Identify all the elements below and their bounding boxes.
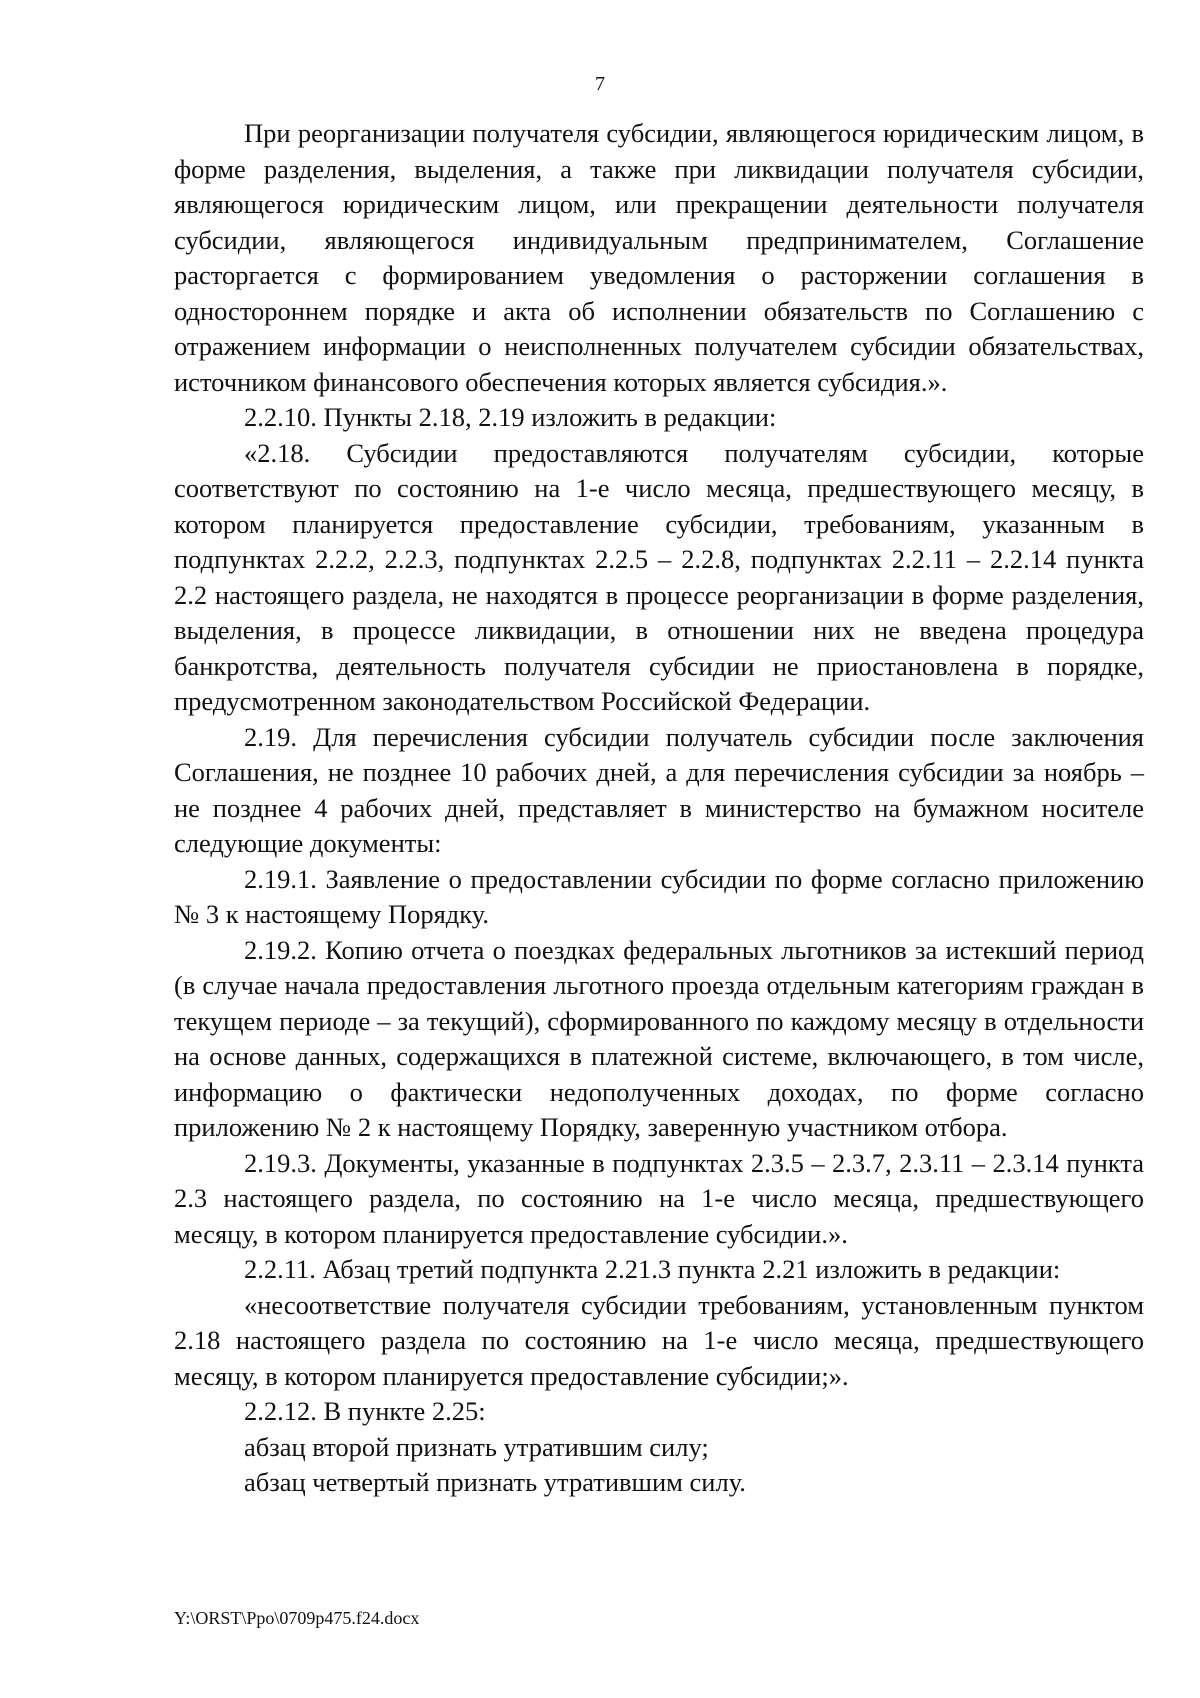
page-number: 7 — [595, 73, 605, 95]
paragraph-2-2-12: 2.2.12. В пункте 2.25: — [244, 1396, 486, 1426]
paragraph-2-19-1: 2.19.1. Заявление о предоставлении субсидии по форме согласно приложению № 3 к настоящему Порядку. — [174, 863, 1144, 929]
paragraph-2-18: «2.18. Субсидии предоставляются получателям субсидии, которые соответствуют по состоянию на 1-е число месяца, предшествующего месяцу, в котором планируется предоставление субсидии, требованиям, указанным в подпунктах 2.2.2, 2.2.3, подпунктах 2.2.5 – 2.2.8, подпунктах 2.2.11 – 2.2.14 пункта 2.2 настоящего раздела, не находятся в процессе реорганизации в форме разделения, выделения, в процессе ликвидации, в отношении них не введена процедура банкротства, деятельность получателя субсидии не приостановлена в порядке, предусмотренном законодательством Российской Федерации. — [174, 437, 1144, 716]
document-body — [174, 116, 1144, 1501]
paragraph-reorganization: При реорганизации получателя субсидии, являющегося юридическим лицом, в форме разделения, выделения, а также при ликвидации получателя субсидии, являющегося юридическим лицом, или прекращении деятельности получателя субсидии, являющегося индивидуальным предпринимателем, Соглашение расторгается с формированием уведомления о расторжении соглашения в одностороннем порядке и акта об исполнении обязательств по Соглашению с отражением информации о неисполненных получателем субсидии обязательствах, источником финансового обеспечения которых является субсидия.». — [174, 118, 1144, 397]
paragraph-second-abzac: абзац второй признать утратившим силу; — [244, 1431, 709, 1462]
paragraph-nonconformity: «несоответствие получателя субсидии требованиям, установленным пунктом 2.18 настоящего раздела по состоянию на 1-е число месяца, предшествующего месяцу, в котором планируется предоставление субсидии;». — [174, 1289, 1144, 1391]
footer-file-path: Y:\ORST\Ppo\0709p475.f24.docx — [174, 1608, 420, 1628]
paragraph-2-19: 2.19. Для перечисления субсидии получатель субсидии после заключения Соглашения, не позднее 10 рабочих дней, а для перечисления субсидии за ноябрь – не позднее 4 рабочих дней, представляет в министерство на бумажном носителе следующие документы: — [174, 721, 1144, 858]
paragraph-2-19-2: 2.19.2. Копию отчета о поездках федеральных льготников за истекший период (в случае начала предоставления льготного проезда отдельным категориям граждан в текущем периоде – за текущий), сформированного по каждому месяцу в отдельности на основе данных, содержащихся в платежной системе, включающего, в том числе, информацию о фактически недополученных доходах, по форме согласно приложению № 2 к настоящему Порядку, заверенную участником отбора. — [174, 934, 1144, 1142]
paragraph-2-19-3: 2.19.3. Документы, указанные в подпунктах 2.3.5 – 2.3.7, 2.3.11 – 2.3.14 пункта 2.3 настоящего раздела, по состоянию на 1-е число месяца, предшествующего месяцу, в котором планируется предоставление субсидии.». — [174, 1147, 1144, 1249]
paragraph-fourth-abzac: абзац четвертый признать утратившим силу. — [244, 1467, 746, 1497]
paragraph-2-2-11: 2.2.11. Абзац третий подпункта 2.21.3 пункта 2.21 изложить в редакции: — [244, 1254, 1061, 1284]
paragraph-2-2-10: 2.2.10. Пункты 2.18, 2.19 изложить в редакции: — [244, 402, 777, 432]
